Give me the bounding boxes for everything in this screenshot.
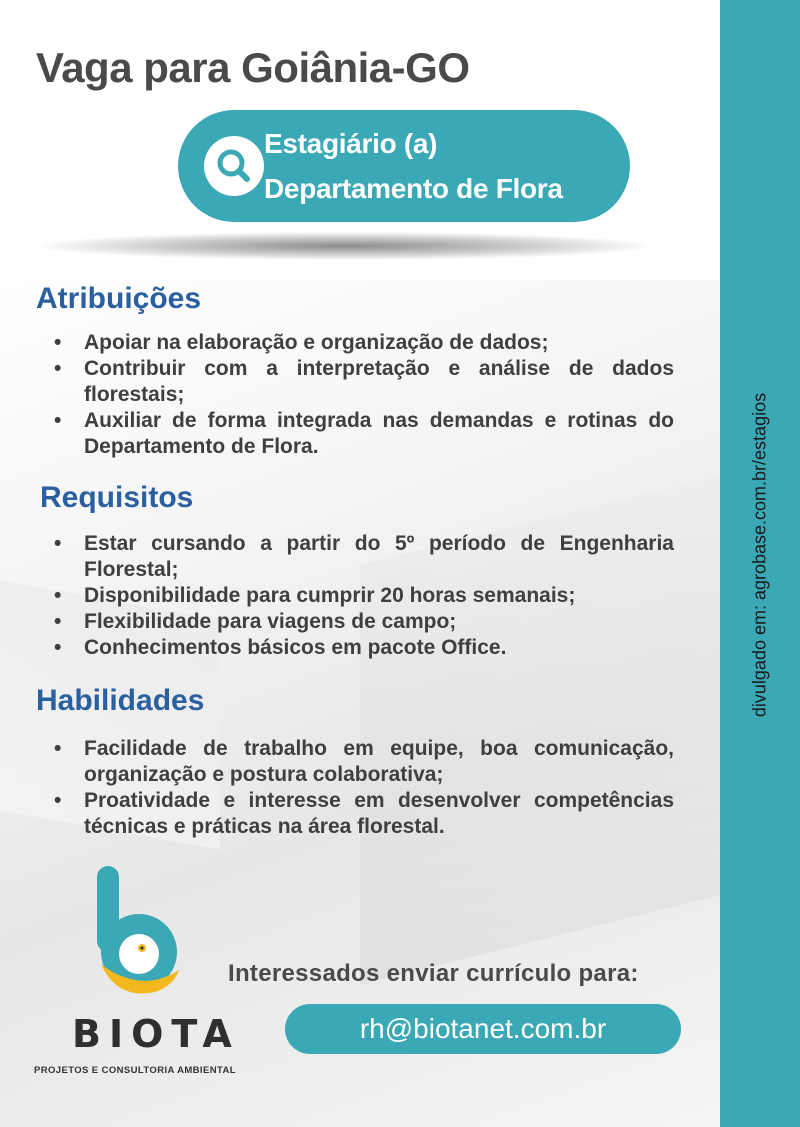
list-habilidades: [40, 736, 674, 840]
brand-name: BIOTA: [72, 1012, 240, 1056]
job-role: Estagiário (a): [264, 128, 438, 159]
section-title-atribuicoes: Atribuições: [36, 282, 202, 315]
biota-bird-logo-icon: [95, 866, 185, 1006]
list-atribuicoes: [40, 330, 674, 460]
email-link[interactable]: rh@biotanet.com.br: [285, 1004, 681, 1054]
list-item: • Contribuir com a interpretação e análise de dados florestais;: [40, 356, 674, 408]
list-requisitos: [40, 531, 674, 661]
list-item: • Apoiar na elaboração e organização de dados;: [40, 330, 674, 356]
list-item: • Conhecimentos básicos em pacote Office.: [40, 635, 674, 661]
page-title: Vaga para Goiânia-GO: [36, 44, 470, 91]
contact-cta: Interessados enviar currículo para:: [228, 960, 639, 987]
list-item: • Auxiliar de forma integrada nas demandas e rotinas do Departamento de Flora.: [40, 408, 674, 460]
source-text: divulgado em: agrobase.com.br/estagios: [749, 392, 770, 718]
search-icon: [204, 136, 264, 196]
job-title-pill: [178, 110, 630, 222]
list-item: • Facilidade de trabalho em equipe, boa comunicação, organização e postura colaborativa;: [40, 736, 674, 788]
list-item: • Flexibilidade para viagens de campo;: [40, 609, 674, 635]
list-item: • Proatividade e interesse em desenvolver competências técnicas e práticas na área florestal.: [40, 788, 674, 840]
section-title-habilidades: Habilidades: [36, 684, 205, 717]
pill-shadow: [40, 232, 650, 260]
list-item: • Disponibilidade para cumprir 20 horas semanais;: [40, 583, 674, 609]
section-title-requisitos: Requisitos: [40, 481, 194, 514]
list-item: • Estar cursando a partir do 5º período de Engenharia Florestal;: [40, 531, 674, 583]
side-bar: [720, 0, 800, 1127]
job-department: Departamento de Flora: [264, 173, 563, 204]
brand-subtitle: PROJETOS E CONSULTORIA AMBIENTAL: [34, 1065, 236, 1076]
